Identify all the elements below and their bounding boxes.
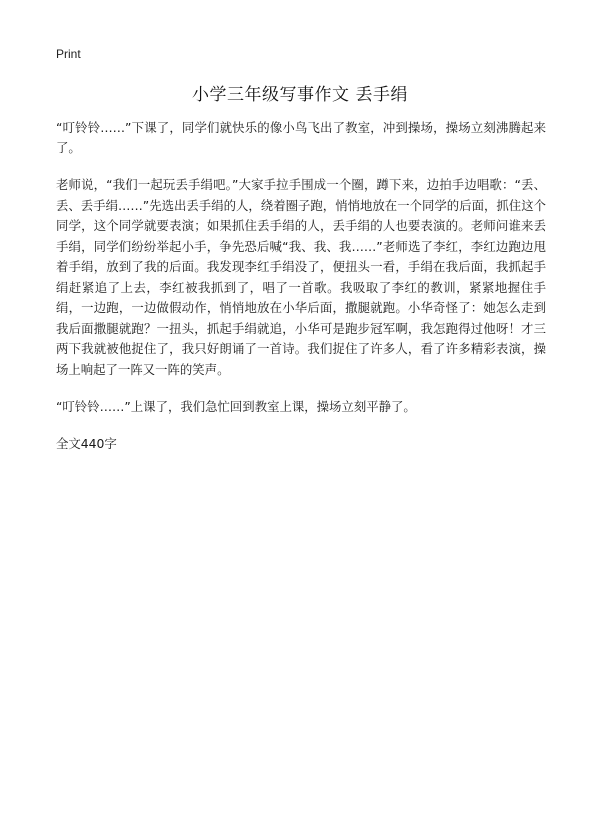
word-count: 全文440字 xyxy=(56,436,117,451)
print-label: Print xyxy=(56,47,81,61)
article-paragraph: “叮铃铃……”下课了，同学们就快乐的像小鸟飞出了教室，冲到操场，操场立刻沸腾起来了。 xyxy=(56,120,546,155)
article-title: 小学三年级写事作文 丢手绢 xyxy=(192,85,408,105)
article-paragraph: “叮铃铃……”上课了，我们急忙回到教室上课，操场立刻平静了。 xyxy=(56,399,416,414)
article-body xyxy=(56,118,546,471)
article-paragraph: 老师说，“我们一起玩丢手绢吧。”大家手拉手围成一个圈，蹲下来，边拍手边唱歌：“丢、丢、丢手绢……”先选出丢手绢的人，绕着圈子跑，悄悄地放在一个同学的后面，抓住这个同学，这个同学就要表演；如果抓住丢手绢的人，丢手绢的人也要表演的。老师问谁来丢手绢，同学们纷纷举起小手，争先恐后喊“我、我、我……”老师选了李红，李红边跑边甩着手绢，放到了我的后面。我发现李红手绢没了，便扭头一看，手绢在我后面，我抓起手绢赶紧追了上去，李红被我抓到了，唱了一首歌。我吸取了李红的教训，紧紧地握住手绢，一边跑，一边做假动作，悄悄地放在小华后面，撒腿就跑。小华奇怪了：她怎么走到我后面撒腿就跑？一扭头，抓起手绢就追，小华可是跑步冠军啊，我怎跑得过他呀！才三两下我就被他捉住了，我只好朗诵了一首诗。我们捉住了许多人，看了许多精彩表演，操场上响起了一阵又一阵的笑声。 xyxy=(56,177,546,377)
